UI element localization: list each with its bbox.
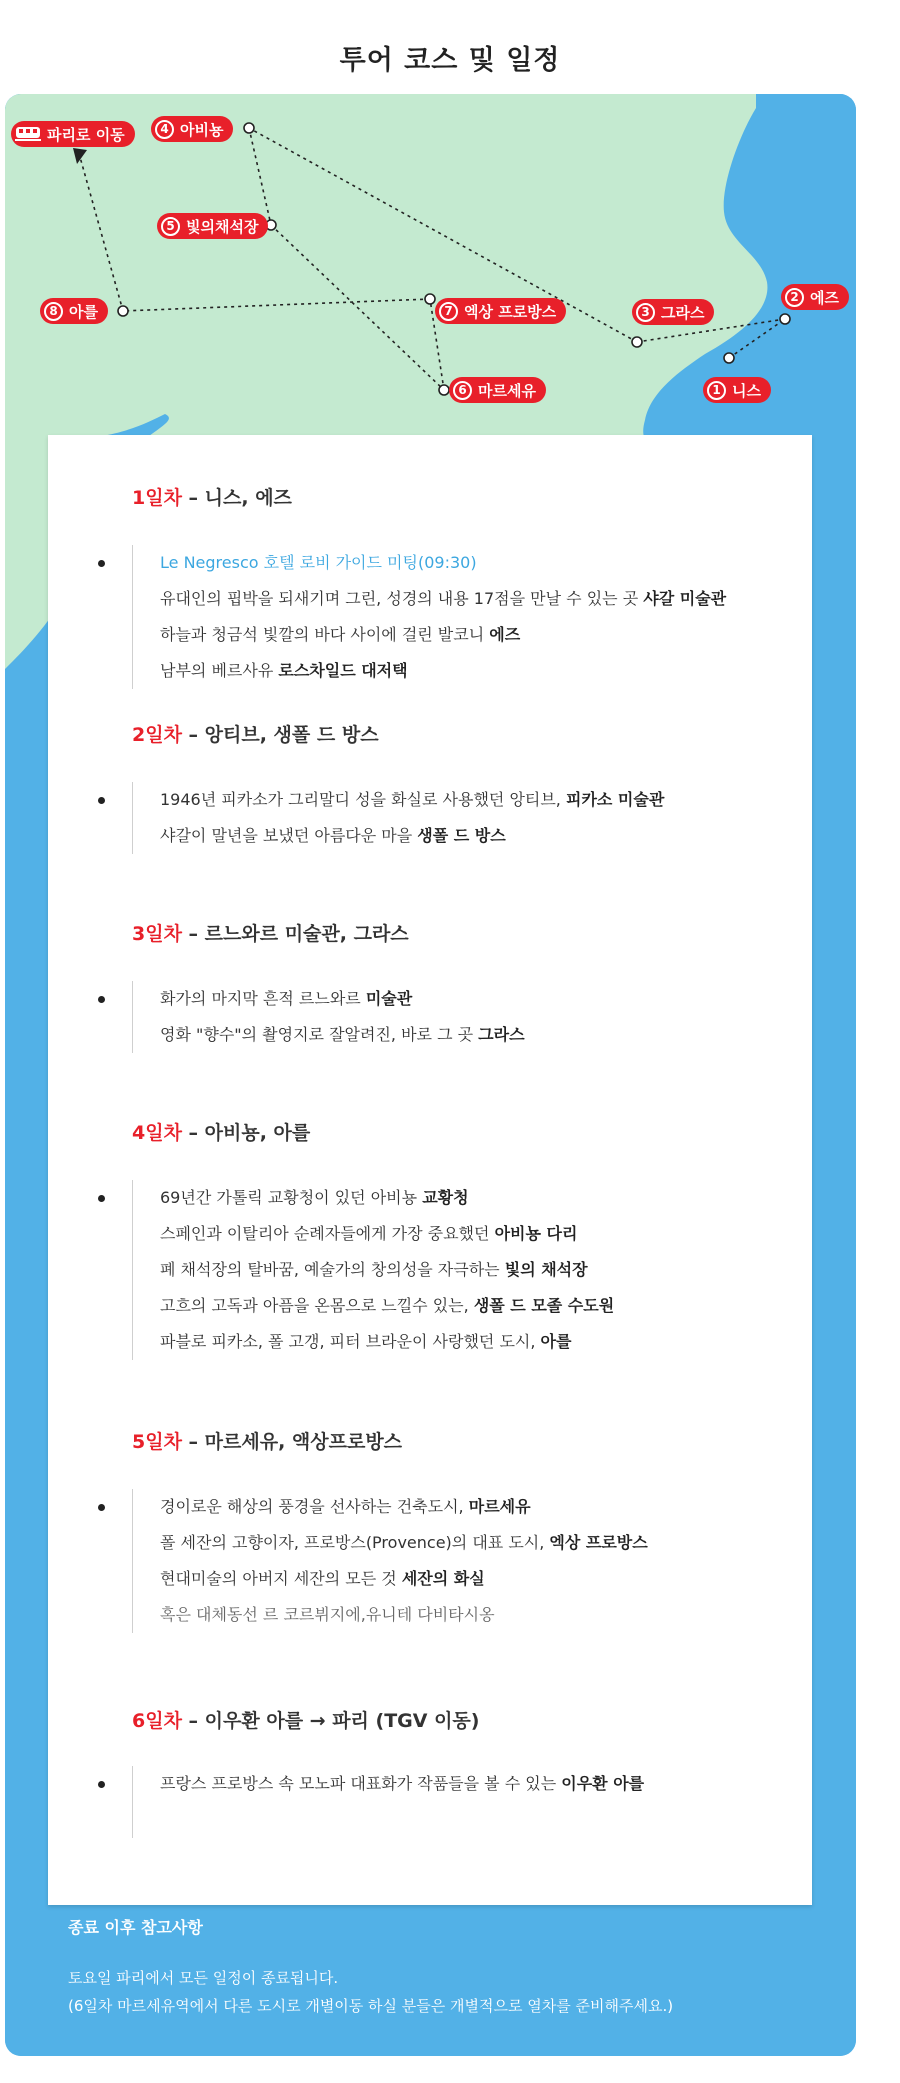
pin-paris [11,121,135,147]
pin-number: 6 [453,381,472,400]
bullet-dot [98,1504,105,1511]
footer-line: 토요일 파리에서 모든 일정이 종료됩니다. [68,1969,339,1987]
itinerary-item: 화가의 마지막 흔적 르느와르 미술관 [160,989,413,1008]
day-title: 4일차 – 아비뇽, 아를 [132,1122,311,1144]
itinerary-item: 샤갈이 말년을 보냈던 아름다운 마을 생폴 드 방스 [160,826,506,845]
day-3-section [132,921,792,1044]
day-items [132,1766,644,1838]
day-title: 2일차 – 앙티브, 생폴 드 방스 [132,724,379,746]
itinerary-item: 프랑스 프로방스 속 모노파 대표화가 작품들을 볼 수 있는 이우환 아를 [160,1774,645,1793]
itinerary-item: 69년간 가톨릭 교황청이 있던 아비뇽 교황청 [160,1188,469,1207]
pin-5 [157,213,268,239]
itinerary-item: 고흐의 고독과 아픔을 온몸으로 느낄수 있는, 생폴 드 모졸 수도원 [160,1296,615,1315]
itinerary-item: 스페인과 이탈리아 순례자들에게 가장 중요했던 아비뇽 다리 [160,1224,578,1243]
itinerary-item: 영화 "향수"의 촬영지로 잘알려진, 바로 그 곳 그라스 [160,1025,525,1044]
itinerary-item: 폐 채석장의 탈바꿈, 예술가의 창의성을 자극하는 빛의 채석장 [160,1260,588,1279]
pin-label: 마르세유 [478,381,536,400]
pin-number: 7 [439,302,458,321]
pin-1 [703,377,771,403]
page-title: 투어 코스 및 일정 [339,45,561,76]
day-4-section [132,1120,792,1351]
pin-number: 4 [155,120,174,139]
footer-line: (6일차 마르세유역에서 다른 도시로 개별이동 하실 분들은 개별적으로 열차를 준비해주세요.) [68,1997,674,2015]
day-2-section [132,722,792,845]
pin-number: 5 [161,217,180,236]
itinerary-item: 파블로 피카소, 폴 고갱, 피터 브라운이 사랑했던 도시, 아를 [160,1332,572,1351]
pin-label: 빛의채석장 [186,217,259,236]
pin-3 [632,299,714,325]
bullet-dot [98,996,105,1003]
itinerary-item: 유대인의 핍박을 되새기며 그린, 성경의 내용 17점을 만날 수 있는 곳 샤갈 미술관 [160,589,727,608]
itinerary-item: 남부의 베르사유 로스차일드 대저택 [160,661,408,680]
day-items [132,981,525,1053]
day-5-section [132,1429,792,1624]
pin-8 [40,298,108,324]
bullet-dot [98,1781,105,1788]
pin-number: 1 [707,381,726,400]
pin-label: 그라스 [661,303,705,322]
bullet-dot [98,1195,105,1202]
pin-label: 아를 [69,302,98,321]
itinerary-item: 하늘과 청금석 빛깔의 바다 사이에 걸린 발코니 에즈 [160,625,521,644]
day-1-section [132,485,792,680]
pin-number: 8 [44,302,63,321]
itinerary-item: 혹은 대체동선 르 코르뷔지에,유니테 다비타시옹 [160,1605,495,1624]
day-title: 3일차 – 르느와르 미술관, 그라스 [132,923,409,945]
pin-label: 니스 [732,381,761,400]
pin-label: 엑상 프로방스 [464,302,557,321]
bullet-dot [98,797,105,804]
pin-number: 2 [785,288,804,307]
day-items [132,545,726,689]
itinerary-item: 현대미술의 아버지 세잔의 모든 것 세잔의 화실 [160,1569,485,1588]
day-items [132,1489,648,1633]
pin-7 [435,298,566,324]
itinerary-item: 폴 세잔의 고향이자, 프로방스(Provence)의 대표 도시, 엑상 프로방스 [160,1533,648,1552]
day-title: 1일차 – 니스, 에즈 [132,487,292,509]
pin-6 [449,377,546,403]
itinerary-card [48,435,812,1905]
pin-2 [781,284,849,310]
bullet-dot [98,560,105,567]
pin-label: 아비뇽 [180,120,224,139]
itinerary-item: 경이로운 해상의 풍경을 선사하는 건축도시, 마르세유 [160,1497,531,1516]
day-title: 6일차 – 이우환 아를 → 파리 (TGV 이동) [132,1710,480,1732]
day-items [132,1180,614,1360]
footer-notes [68,1915,673,2020]
pin-label: 파리로 이동 [47,125,125,144]
itinerary-item: Le Negresco 호텔 로비 가이드 미팅(09:30) [160,553,477,572]
day-6-section [132,1708,792,1793]
day-items [132,782,664,854]
pin-label: 에즈 [810,288,839,307]
pin-number: 3 [636,303,655,322]
train-icon [15,126,41,142]
footer-title: 종료 이후 참고사항 [68,1918,203,1937]
pin-4 [151,116,233,142]
day-title: 5일차 – 마르세유, 액상프로방스 [132,1431,403,1453]
itinerary-item: 1946년 피카소가 그리말디 성을 화실로 사용했던 앙티브, 피카소 미술관 [160,790,665,809]
